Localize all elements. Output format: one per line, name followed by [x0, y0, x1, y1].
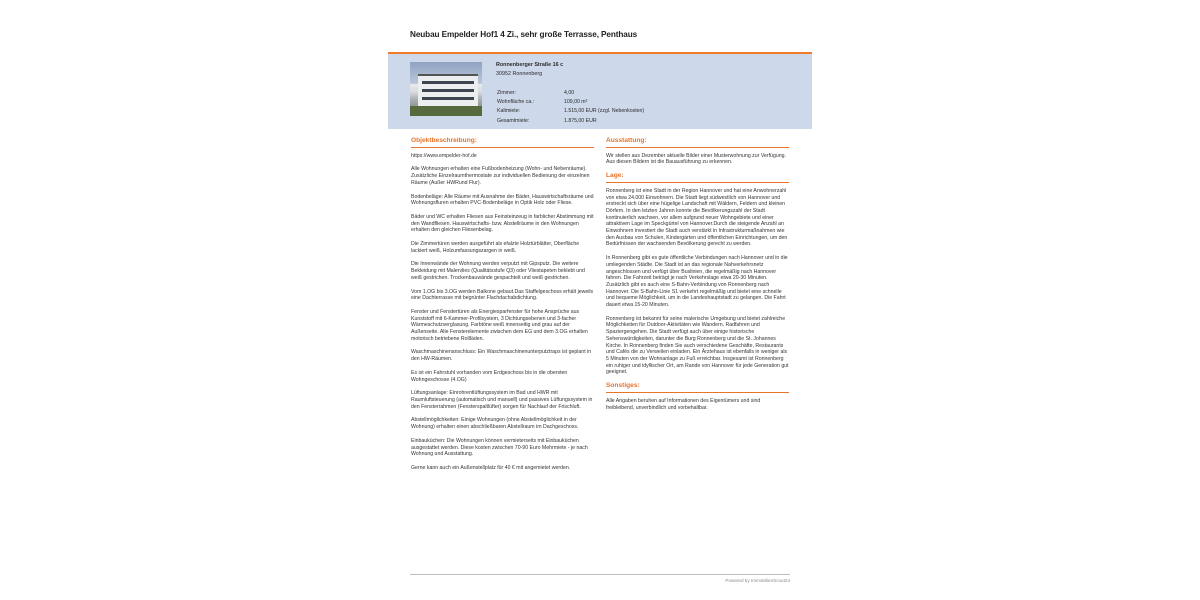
fact-row — [497, 89, 644, 98]
right-column — [606, 138, 789, 418]
lage-heading: Lage: — [606, 173, 789, 183]
ausstattung-text: Wir stellen aus Dezember aktuelle Bilder einer Musterwohnung zur Verfügung. Aus diesen Bildern ist die Bauausführung zu erkennen. — [606, 152, 786, 166]
lage-paragraph: Ronnenberg ist bekannt für seine malerische Umgebung und bietet zahlreiche Möglichkeiten für Outdoor-Aktivitäten wie Wandern, Radfahren und Spaziergengehen. Die Stadt verfügt auch über einige historische Sehenswürdigkeiten, darunter die Burg Ronnenberg und die St. Johannes Kirche. In Ronnenberg finden Sie auch verschiedene Geschäfte, Restaurants und Cafés die zu Verweilen einladen. Ein Ärztehaus ist ebenfalls in weniger als 5 Minuten von der Wohnanlage zu Fuß erreichbar. Insgesamt ist Ronnenberg ein ruhiger und idyllischer Ort, am Rande von Hannover für jede Generation gut geeignet. — [606, 315, 789, 376]
fact-value: 1.875,00 EUR — [564, 117, 597, 124]
objekt-paragraph: Bodenbeläge: Alle Räume mit Ausnahme der Bäder, Hauswirtschaftsräume und Wohnungsfluren erhalten PVC-Bodenbeläge in Optik Holz oder Fliese. — [411, 193, 594, 207]
objekt-paragraph: Gerne kann auch ein Außenstellplatz für 40 € mit angemietet werden. — [411, 464, 571, 471]
objekt-paragraph: Abstellmöglichkeiten: Einige Wohnungen (ohne Abstellmöglichkeit in der Wohnung) erhalten einen abschließbaren Abstellraum im Dachgeschoss. — [411, 417, 579, 431]
lage-paragraph: In Ronnenberg gibt es gute öffentliche Verbindungen nach Hannover und in die umliegenden Städte. Die Stadt ist an das regionale Nahverkehrsnetz angeschlossen und verfügt über Buslinien, die regelmäßig nach Hannover fahren. Die Fahrzeit beträgt je nach Verkehrslage etwa 20-30 Minuten. Zusätzlich gibt es auch eine S-Bahn-Verbindung von Ronnenberg nach Hannover. Die S-Bahn-Linie S1 verkehrt regelmäßig und bietet eine schnelle und bequeme Möglichkeit, um in die Landeshauptstadt zu gelangen. Die Fahrt dauert etwa 15-20 Minuten. — [606, 255, 788, 309]
objekt-paragraph: Waschmaschinenanschluss: Ein Waschmaschinenunterputztraps ist geplant in den HW-Räumen. — [411, 349, 592, 363]
objekt-paragraph: Lüftungsanlage: Einrohrentlüftungssystem im Bad und HWR mit Raumluftsteuerung (automatisch und manuell) und passives Lüftungssystem in den Fensterrahmen (Fensterspaltlüfter) sorgen für Nachlauf der Frischluft. — [411, 390, 593, 410]
property-photo — [410, 62, 482, 116]
objekt-paragraph: Bäder und WC erhalten Fliesen aus Feinsteinzeug in farblicher Abstimmung mit den Wandfliesen. Hauswirtschafts- bzw. Abstellräume in den Wohnungen erhalten den gleichen Fliesenbelag. — [411, 213, 594, 234]
fact-row — [497, 98, 644, 107]
lage-paragraph: Ronnenberg ist eine Stadt in der Region Hannover und hat eine Anwohnerzahl von etwa 24.000 Einwohnern. Die Stadt liegt südwestlich von Hannover und erstreckt sich über eine hügelige Landschaft mit Wäldern, Feldern und kleinen Dörfern. In den letzten Jahren konnte die Bevölkerungszahl der Stadt kontinuierlich wachsen, vor allem aufgrund neuer Wohngebiete und einer attraktiven Lage im Speckgürtel von Hannover.Durch die steigende Anzahl an Einwohnern investiert die Stadt auch verstärkt in Infrastrukturmaßnahmen wie den Ausbau von Schulen, Kindergärten und öffentlichen Einrichtungen, um den Bedürfnissen der wachsenden Bevölkerung gerecht zu werden. — [606, 187, 788, 248]
listing-summary-box — [388, 52, 812, 129]
fact-value: 4,00 — [564, 90, 575, 96]
fact-row — [497, 117, 644, 126]
fact-label: Gesamtmiete: — [497, 117, 530, 124]
objekt-paragraph: Die Zimmertüren werden ausgeführt als efalzte Holztürblätter, Oberfläche lackiert weiß, Holzumfassungszargen in weiß. — [411, 241, 580, 254]
expose-page — [388, 0, 812, 600]
objekt-paragraph: Einbauküchen: Die Wohnungen können vermieterseits mit Einbauküchen ausgestattet werden. Diese kosten zwischen 70-90 Euro Mehrmiete - je nach Wohnung und Ausstattung. — [411, 437, 588, 458]
objekt-paragraph: Vom 1.OG bis 3.OG werden Balkone gebaut.Das Staffelgeschoss erhält jeweils eine Dachterrasse mit begrünter Flachdachabdichtung. — [411, 288, 594, 302]
objekt-paragraph: Fenster und Fenstertüren als Energiesparfenster für hohe Ansprüche aus Kunststoff mit 6-Kammer-Profilsystem, 3 Dichtungsebenen und 3-facher Wärmeschutzverglasung. Farbtöne weiß innenseitig und grau auf der Außenseite. Alle Fensterelemente zwischen dem EG und dem 3.OG erhalten motorisch betriebene Rollläden. — [411, 308, 588, 342]
objekt-link[interactable]: https://www.empelder-hof.de — [411, 152, 477, 159]
fact-value: 1.515,00 EUR (zzgl. Nebenkosten) — [564, 108, 645, 115]
fact-label: Wohnfläche ca.: — [497, 99, 535, 106]
objektbeschreibung-heading: Objektbeschreibung: — [411, 138, 594, 148]
sonstiges-heading: Sonstiges: — [606, 383, 789, 393]
objekt-paragraph: Alle Wohnungen erhalten eine Fußbodenheizung (Wohn- und Nebenräume). Zusätzliche Einzelraumthermostate zur individuellen Bedienung der einzelnen Räume (Außer HWRund Flur). — [411, 166, 590, 186]
fact-row — [497, 107, 644, 116]
footer-divider — [410, 574, 790, 575]
key-facts — [497, 89, 644, 126]
ausstattung-heading: Ausstattung: — [606, 138, 789, 148]
powered-by: Powered by ImmobilienScout24 — [725, 578, 790, 583]
property-address — [496, 61, 563, 79]
address-street: Ronnenberger Straße 16 c — [496, 62, 564, 68]
objekt-paragraph: Die Innenwände der Wohnung werden verputzt mit Gipsputz. Die weitere Bekleidung mit Malervlies (Qualitätsstufe Q3) oder Vliestapeten beklebt und weiß gestrichen. Trockenbauwände gespachtelt und weiß gestrichen. — [411, 261, 585, 281]
fact-label: Kaltmiete: — [497, 108, 521, 115]
listing-title: Neubau Empelder Hof1 4 Zi., sehr große Terrasse, Penthaus — [410, 30, 638, 39]
objekt-paragraph: Es ist ein Fahrstuhl vorhanden vom Erdgeschoss bis in die obersten Wohngeschosse (4.OG) — [411, 369, 568, 383]
fact-label: Zimmer: — [497, 90, 517, 96]
left-column — [411, 138, 594, 479]
sonstiges-text: Alle Angaben beruhen auf Informationen des Eigentümers und sind freibleibend, unverbindlich und vorbehaltbar. — [606, 397, 761, 411]
address-city: 30952 Ronnenberg — [496, 71, 543, 77]
fact-value: 109,00 m² — [564, 99, 588, 106]
